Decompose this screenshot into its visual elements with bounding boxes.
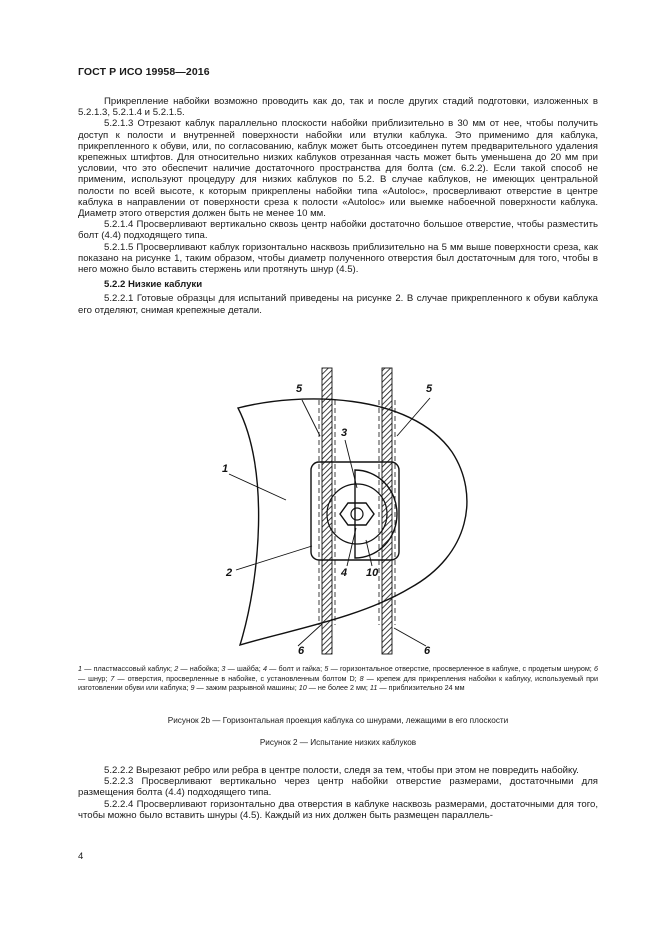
legend-text-7: отверстия, просверленные в набойке, с установленным болтом D; — [127, 673, 357, 683]
legend-num-5: 5 — [324, 664, 329, 673]
legend-text-5: горизонтальное отверстие, просверленное в каблуке, с продетым шнуром; — [339, 664, 592, 673]
legend-sep: — — [196, 683, 204, 693]
legend-num-4: 4 — [262, 664, 267, 673]
page-number: 4 — [78, 851, 84, 862]
cord-left — [322, 368, 332, 654]
legend-sep: — — [78, 673, 86, 683]
legend-num-9: 9 — [190, 683, 195, 693]
figure-legend — [78, 664, 598, 693]
legend-num-8: 8 — [359, 673, 364, 683]
paragraph-5-2-1-3: 5.2.1.3 Отрезают каблук параллельно плоскости набойки приблизительно в 30 мм от нее, чтобы получить доступ к полости и внутренней поверхности набойки или втулки каблука. Это применимо для каблука, прикрепленного к обуви, или, по согласованию, каблук может быть отсоединен путем предварительного удаления крепежных штифтов. Для относительно низких каблуков отрезанная часть может быть уменьшена до 20 мм при условии, что это обеспечит наличие достаточного пространства для болта (см. 6.2.2). Если такой способ не применим, используют процедуру для низких каблуков по 5.2. В случае каблуков, не имеющих центральной полости по всей высоте, к которым прикреплены набойки типа «Autoloc», просверливают отверстие в центре каблука в направлении от поверхности среза к полости «Autoloc» или выемке набоечной поверхности каблука. Диаметр этого отверстия должен быть не менее 10 мм. — [78, 118, 598, 220]
legend-num-7: 7 — [110, 673, 115, 683]
heel-outline — [238, 399, 467, 645]
legend-sep: — — [227, 664, 235, 673]
legend-sep: — — [366, 673, 374, 683]
label-3: 3 — [341, 427, 348, 439]
legend-text-3: шайба; — [237, 664, 261, 673]
legend-sep: — — [379, 683, 387, 693]
legend-sep: — — [180, 664, 188, 673]
legend-num-1: 1 — [78, 664, 82, 673]
paragraph-5-2-2-4: 5.2.2.4 Просверливают горизонтально два отверстия в каблуке насквозь размерами, достаточными для того, чтобы можно было вставить шнуры (4.5). Каждый из них должен быть размещен параллель- — [78, 798, 598, 821]
legend-sep: — — [308, 683, 316, 693]
section-heading-low-heels: 5.2.2 Низкие каблуки — [104, 279, 203, 291]
legend-text-2: набойка; — [189, 664, 220, 673]
paragraph-5-2-1-4: 5.2.1.4 Просверливают вертикально сквозь центр набойки достаточно большое отверстие, чтобы разместить болт (4.4) подходящего типа. — [78, 219, 598, 242]
paragraph-5-2-2-1: 5.2.2.1 Готовые образцы для испытаний приведены на рисунке 2. В случае прикрепленного к обуви каблука его отделяют, снимая крепежные детали. — [78, 293, 598, 316]
document-header: ГОСТ Р ИСО 19958—2016 — [78, 66, 210, 78]
legend-text-6: шнур; — [88, 673, 108, 683]
label-6-left: 6 — [298, 645, 305, 657]
legend-text-10: не более 2 мм; — [317, 683, 368, 693]
figure-subtitle: Рисунок 2b — Горизонтальная проекция каблука со шнурами, лежащими в его плоскости — [167, 716, 509, 725]
paragraph-5-2-2-2: 5.2.2.2 Вырезают ребро или ребра в центре полости, следя за тем, чтобы при этом не повредить набойку. — [104, 765, 579, 776]
legend-num-6: 6 — [593, 664, 598, 673]
label-5-left: 5 — [296, 383, 303, 395]
label-1: 1 — [222, 463, 229, 475]
paragraph-5-2-2-3: 5.2.2.3 Просверливают вертикально через центр набойки отверстие размерами, достаточными для размещения болта (4.4) подходящего типа. — [78, 776, 598, 799]
legend-text-4: болт и гайка; — [278, 664, 323, 673]
figure-title: Рисунок 2 — Испытание низких каблуков — [259, 738, 417, 747]
legend-sep: — — [269, 664, 277, 673]
legend-num-11: 11 — [369, 683, 378, 693]
legend-sep: — — [117, 673, 125, 683]
legend-num-2: 2 — [174, 664, 179, 673]
legend-num-3: 3 — [221, 664, 226, 673]
legend-text-9: зажим разрывной машины; — [205, 683, 297, 693]
paragraph-5-2-1-5: 5.2.1.5 Просверливают каблук горизонтально насквозь приблизительно на 5 мм выше поверхности среза, как показано на рисунке 1, таким образом, чтобы диаметр полученного отверстия был достаточным для того, чтобы в него можно было вставить стержень или протянуть шнур (4.5). — [78, 241, 598, 276]
legend-text-11: приблизительно 24 мм — [388, 683, 465, 693]
after-section — [78, 765, 598, 821]
paragraph-intro: Прикрепление набойки возможно проводить как до, так и после других стадий подготовки, изложенных в 5.2.1.3, 5.2.1.4 и 5.2.1.5. — [78, 96, 598, 119]
label-6-right: 6 — [424, 645, 431, 657]
legend-num-10: 10 — [298, 683, 307, 693]
label-2: 2 — [226, 567, 233, 579]
legend-text-1: пластмассовый каблук; — [93, 664, 172, 673]
cord-right — [382, 368, 392, 654]
legend-sep: — — [84, 664, 92, 673]
legend-sep: — — [330, 664, 338, 673]
washer-inner — [327, 484, 387, 544]
bolt — [351, 508, 363, 520]
label-5-right: 5 — [426, 383, 433, 395]
label-4: 4 — [341, 567, 348, 579]
hex-nut — [340, 503, 374, 525]
legend-text-8: крепеж для прикрепления набойки к каблуку, используемый при изготовлении обуви или каблука; — [78, 673, 599, 693]
label-10: 10 — [366, 567, 379, 579]
